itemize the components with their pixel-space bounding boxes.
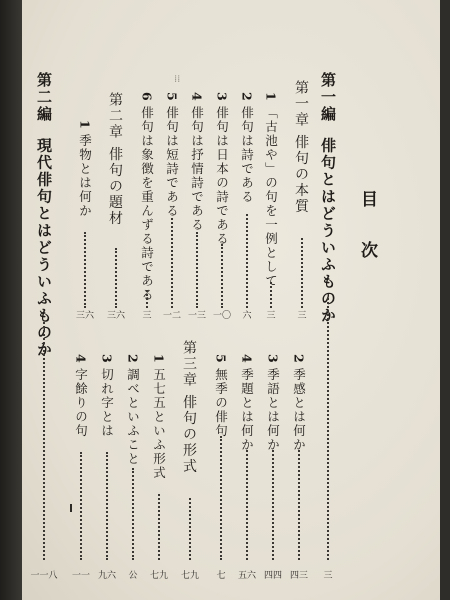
chapter2-item-1 bbox=[78, 120, 91, 218]
part1-page: 三 bbox=[323, 571, 333, 581]
part1-label: 第一編 bbox=[319, 72, 337, 123]
item-number: 3 bbox=[265, 354, 281, 365]
part2-label: 第二編 bbox=[35, 72, 53, 123]
item-number: 4 bbox=[239, 354, 255, 365]
chapter1-heading bbox=[294, 80, 308, 214]
item-number: 1 bbox=[263, 92, 279, 103]
part1-leader bbox=[327, 298, 329, 560]
chapter3-item-2 bbox=[126, 354, 139, 466]
item-leader bbox=[146, 290, 148, 308]
chapter1-item-4 bbox=[190, 92, 203, 232]
item-leader bbox=[158, 494, 160, 560]
chapter2-heading bbox=[108, 92, 122, 226]
margin-mark bbox=[70, 504, 72, 512]
item-number: 5 bbox=[213, 354, 229, 365]
page-smudge: ⁞⁞ bbox=[174, 74, 181, 85]
item-text: 無季の俳句 bbox=[213, 368, 229, 439]
part1-heading bbox=[320, 72, 335, 324]
part2-title: 現代俳句とはどういふものか bbox=[35, 137, 53, 359]
chapter1-title: 俳句の本質 bbox=[293, 134, 309, 215]
chapter3-item-4-page: 一一 bbox=[71, 571, 91, 581]
chapter2-item-3 bbox=[266, 354, 279, 452]
chapter2-title: 俳句の題材 bbox=[107, 146, 123, 227]
chapter2-item-3-page: 四四 bbox=[263, 571, 283, 581]
item-text: 五七五といふ形式 bbox=[151, 368, 167, 481]
part2-leader bbox=[43, 322, 45, 560]
item-number: 3 bbox=[214, 92, 230, 103]
item-leader bbox=[84, 232, 86, 308]
part1-title: 俳句とはどういふものか bbox=[319, 137, 337, 325]
item-text: 俳句は日本の詩である bbox=[214, 106, 230, 247]
item-leader bbox=[80, 452, 82, 560]
item-leader bbox=[298, 450, 300, 560]
chapter1-item-4-page: 一三 bbox=[187, 311, 207, 321]
item-leader bbox=[272, 450, 274, 560]
item-number: 4 bbox=[73, 354, 89, 365]
chapter2-item-5 bbox=[214, 354, 227, 438]
chapter3-item-2-page: 公 bbox=[128, 571, 138, 581]
part2-heading bbox=[36, 72, 51, 358]
item-number: 6 bbox=[139, 92, 155, 103]
book-gutter bbox=[0, 0, 22, 600]
item-number: 2 bbox=[125, 354, 141, 365]
chapter1-item-2-page: 六 bbox=[242, 311, 252, 321]
chapter2-item-5-page: 七 bbox=[216, 571, 226, 581]
chapter3-item-3 bbox=[100, 354, 113, 438]
chapter2-page: 三六 bbox=[106, 311, 126, 321]
part2-page: 一一八 bbox=[30, 571, 58, 581]
chapter3-title: 俳句の形式 bbox=[181, 394, 197, 475]
chapter1-item-3-page: 一〇 bbox=[212, 311, 232, 321]
item-number: 3 bbox=[99, 354, 115, 365]
chapter1-label: 第一章 bbox=[293, 80, 309, 128]
chapter3-item-1 bbox=[152, 354, 165, 480]
chapter1-leader bbox=[301, 238, 303, 308]
item-text: 「古池や」の句を一例として bbox=[263, 106, 279, 289]
chapter1-item-5-page: 一二 bbox=[162, 311, 182, 321]
item-leader bbox=[221, 244, 223, 308]
chapter3-heading bbox=[182, 340, 196, 474]
item-text: 俳句は象徴を重んずる詩である bbox=[139, 106, 155, 303]
item-text: 俳句は短詩である bbox=[164, 106, 180, 219]
item-leader bbox=[132, 468, 134, 560]
item-text: 切れ字とは bbox=[99, 368, 115, 439]
item-text: 季語とは何か bbox=[265, 368, 281, 453]
chapter1-item-5 bbox=[165, 92, 178, 218]
item-leader bbox=[246, 450, 248, 560]
chapter2-leader bbox=[115, 248, 117, 308]
item-text: 季題とは何か bbox=[239, 368, 255, 453]
item-number: 4 bbox=[189, 92, 205, 103]
item-number: 1 bbox=[151, 354, 167, 365]
chapter3-label: 第三章 bbox=[181, 340, 197, 388]
chapter3-item-1-page: 七九 bbox=[149, 571, 169, 581]
item-text: 季感とは何か bbox=[291, 368, 307, 453]
item-number: 2 bbox=[291, 354, 307, 365]
chapter1-item-6 bbox=[140, 92, 153, 302]
item-number: 2 bbox=[239, 92, 255, 103]
item-text: 季物とは何か bbox=[77, 134, 93, 219]
chapter1-item-1-page: 三 bbox=[266, 311, 276, 321]
chapter1-page: 三 bbox=[297, 311, 307, 321]
chapter3-page: 七九 bbox=[180, 571, 200, 581]
item-leader bbox=[270, 282, 272, 308]
item-leader bbox=[106, 452, 108, 560]
chapter2-item-2 bbox=[292, 354, 305, 452]
chapter2-item-4 bbox=[240, 354, 253, 452]
item-leader bbox=[196, 232, 198, 308]
toc-page bbox=[22, 0, 440, 600]
item-leader bbox=[220, 436, 222, 560]
chapter2-label: 第二章 bbox=[107, 92, 123, 140]
chapter3-item-3-page: 九六 bbox=[97, 571, 117, 581]
item-text: 調べといふこと bbox=[125, 368, 141, 467]
item-leader bbox=[246, 214, 248, 308]
item-text: 俳句は抒情詩である bbox=[189, 106, 205, 233]
chapter1-item-1 bbox=[264, 92, 277, 288]
chapter1-item-6-page: 三 bbox=[142, 311, 152, 321]
chapter1-item-3 bbox=[215, 92, 228, 246]
item-text: 俳句は詩である bbox=[239, 106, 255, 205]
toc-title: 目 次 bbox=[357, 190, 377, 272]
item-number: 1 bbox=[77, 120, 93, 131]
item-leader bbox=[171, 218, 173, 308]
item-number: 5 bbox=[164, 92, 180, 103]
chapter3-item-4 bbox=[74, 354, 87, 438]
chapter2-item-1-page: 三六 bbox=[75, 311, 95, 321]
chapter2-item-2-page: 四三 bbox=[289, 571, 309, 581]
chapter3-leader bbox=[189, 498, 191, 560]
item-text: 字餘りの句 bbox=[73, 368, 89, 439]
chapter2-item-4-page: 五六 bbox=[237, 571, 257, 581]
chapter1-item-2 bbox=[240, 92, 253, 204]
